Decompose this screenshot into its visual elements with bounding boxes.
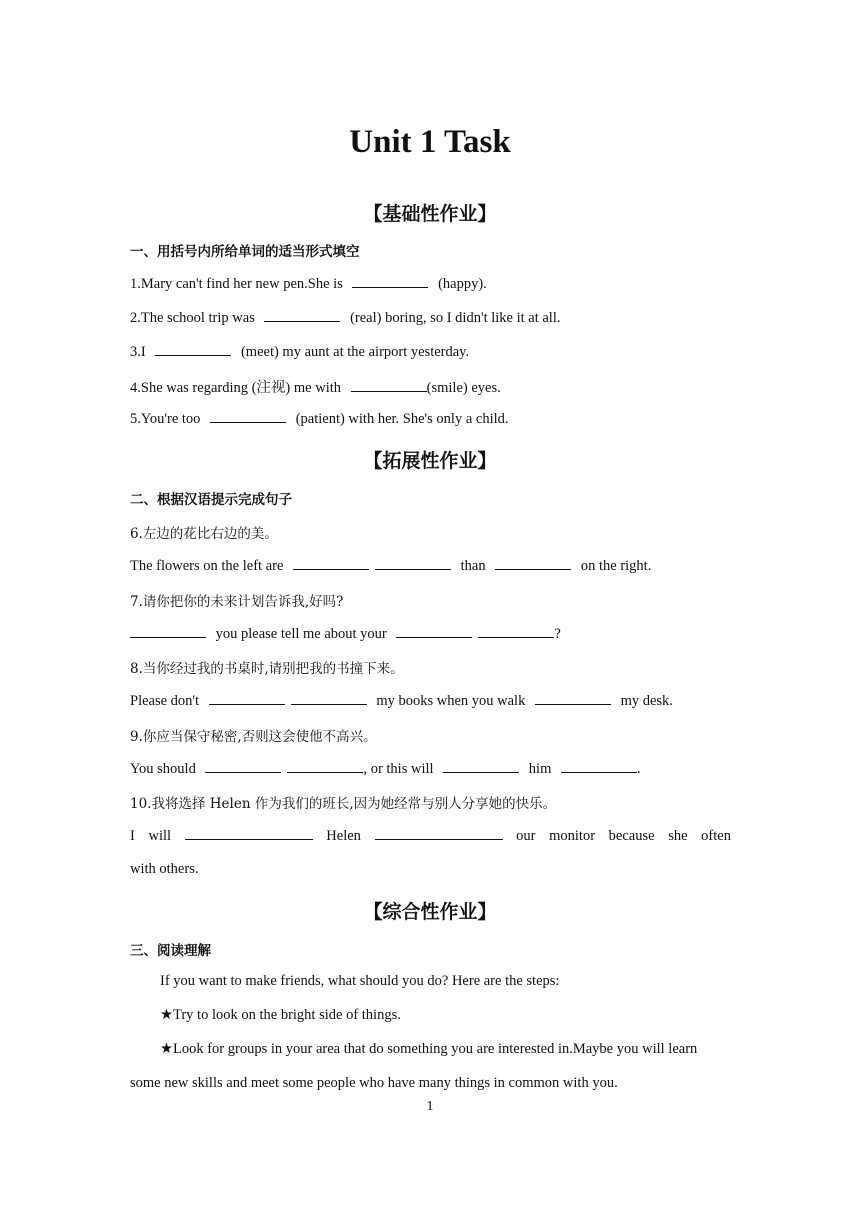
answer-blank[interactable] [396, 625, 472, 638]
answer-blank[interactable] [185, 827, 313, 840]
answer-blank[interactable] [495, 557, 571, 570]
answer-blank[interactable] [209, 692, 285, 705]
question-text: 4.She was regarding (注视) me with [130, 380, 342, 396]
answer-blank[interactable] [210, 410, 286, 423]
question-text: The flowers on the left are [130, 558, 284, 574]
reading-paragraph: ★Look for groups in your area that do something you are interested in.Maybe you will learn [160, 1041, 698, 1057]
answer-blank[interactable] [287, 760, 363, 773]
question-9-chinese: 9.你应当保守秘密,否则这会使他不高兴。 [130, 729, 377, 745]
question-text: (real) boring, so I didn't like it at all. [350, 310, 561, 326]
answer-blank[interactable] [155, 343, 231, 356]
question-text: 1.Mary can't find her new pen.She is [130, 276, 343, 292]
answer-blank[interactable] [352, 275, 428, 288]
answer-blank[interactable] [130, 625, 206, 638]
answer-blank[interactable] [351, 379, 427, 392]
answer-blank[interactable] [443, 760, 519, 773]
question-text: You should [130, 761, 196, 777]
question-text: my books when you walk [376, 693, 526, 709]
question-text: (smile) eyes. [426, 380, 501, 396]
section-instruction-3: 三、阅读理解 [130, 943, 211, 959]
question-text: 2.The school trip was [130, 310, 255, 326]
section-heading-basic: 【基础性作业】 [363, 203, 497, 225]
question-6-chinese: 6.左边的花比右边的美。 [130, 526, 278, 542]
page-number: 1 [426, 1099, 434, 1114]
question-text: than [460, 558, 486, 574]
reading-paragraph: If you want to make friends, what should you do? Here are the steps: [160, 973, 560, 989]
answer-blank[interactable] [205, 760, 281, 773]
question-word: I [130, 828, 135, 844]
question-4 [130, 376, 501, 397]
answer-blank[interactable] [478, 625, 554, 638]
question-9 [130, 760, 641, 778]
answer-blank[interactable] [264, 309, 340, 322]
question-text: (meet) my aunt at the airport yesterday. [240, 344, 470, 360]
question-text: him [528, 761, 552, 777]
page-title: Unit 1 Task [349, 124, 511, 160]
answer-blank[interactable] [375, 827, 503, 840]
question-text: 3.I [130, 344, 146, 360]
question-text: (patient) with her. She's only a child. [295, 411, 509, 427]
section-instruction-2: 二、根据汉语提示完成句子 [130, 492, 292, 508]
question-word: our [516, 828, 536, 844]
question-text: (happy). [438, 276, 487, 292]
question-word: often [701, 828, 731, 844]
question-text: 5.You're too [130, 411, 201, 427]
question-5 [130, 410, 509, 428]
question-text: Please don't [130, 693, 200, 709]
section-heading-extended: 【拓展性作业】 [363, 450, 497, 472]
question-1 [130, 275, 487, 293]
question-word: because [608, 828, 655, 844]
section-instruction-1: 一、用括号内所给单词的适当形式填空 [130, 244, 360, 260]
answer-blank[interactable] [561, 760, 637, 773]
question-text: you please tell me about your [215, 626, 387, 642]
question-text: my desk. [620, 693, 673, 709]
answer-blank[interactable] [375, 557, 451, 570]
question-8 [130, 692, 673, 710]
reading-paragraph: ★Try to look on the bright side of things. [160, 1007, 401, 1023]
question-word: monitor [549, 828, 596, 844]
answer-blank[interactable] [535, 692, 611, 705]
question-10 [130, 827, 731, 845]
question-text: . [636, 761, 641, 777]
section-heading-comprehensive: 【综合性作业】 [363, 901, 497, 923]
question-10-continuation: with others. [130, 861, 199, 877]
question-7-chinese: 7.请你把你的未来计划告诉我,好吗? [130, 594, 344, 610]
question-text: , or this will [363, 761, 434, 777]
question-word: Helen [326, 828, 361, 844]
question-8-chinese: 8.当你经过我的书桌时,请别把我的书撞下来。 [130, 661, 404, 677]
question-word: will [148, 828, 172, 844]
question-10-chinese: 10.我将选择 Helen 作为我们的班长,因为她经常与别人分享她的快乐。 [130, 796, 557, 812]
question-word: she [668, 828, 688, 844]
question-7 [130, 625, 561, 643]
question-2 [130, 309, 561, 327]
question-3 [130, 343, 469, 361]
question-6 [130, 557, 651, 575]
question-text: on the right. [580, 558, 652, 574]
question-text: ? [554, 626, 561, 642]
reading-paragraph-continuation: some new skills and meet some people who have many things in common with you. [130, 1075, 618, 1091]
answer-blank[interactable] [293, 557, 369, 570]
answer-blank[interactable] [291, 692, 367, 705]
